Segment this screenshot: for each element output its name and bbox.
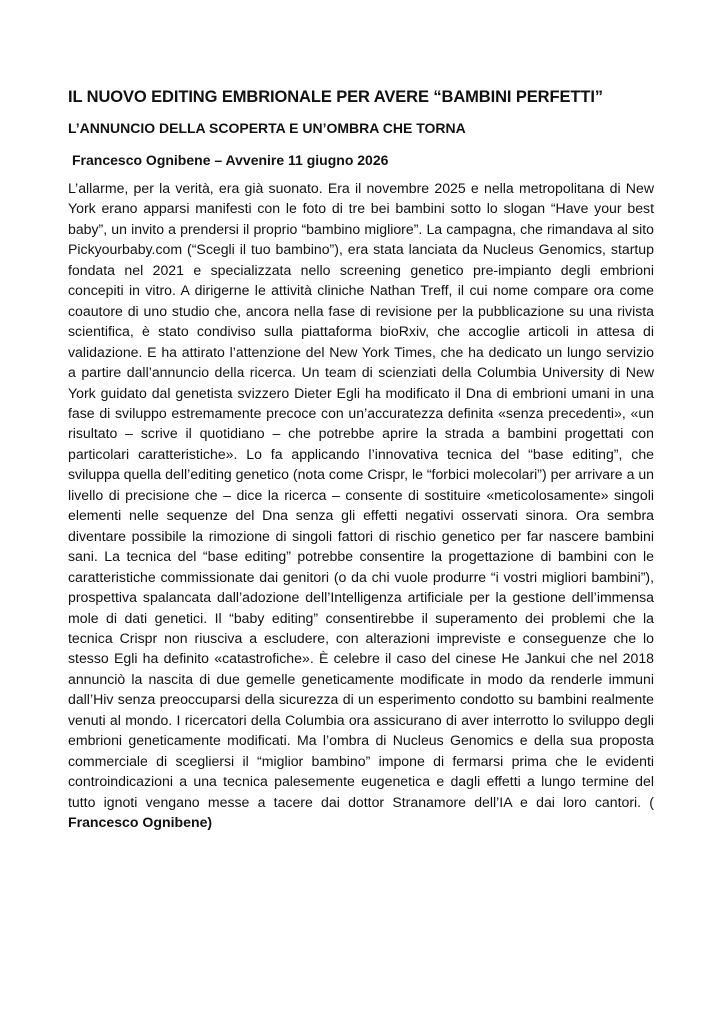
article-signature: Francesco Ognibene) (68, 814, 213, 831)
article-byline: Francesco Ognibene – Avvenire 11 giugno 2026 (72, 152, 389, 168)
article-title: IL NUOVO EDITING EMBRIONALE PER AVERE “BAMBINI PERFETTI” (68, 88, 603, 106)
article-subtitle: L’ANNUNCIO DELLA SCOPERTA E UN’OMBRA CHE TORNA (68, 120, 466, 136)
article-body-text: L’allarme, per la verità, era già suonato. Era il novembre 2025 e nella metropolitana di New York erano apparsi manifesti con le foto di tre bei bambini sotto lo slogan “Have your best baby”, un invito a prendersi il proprio “bambino migliore”. La campagna, che rimandava al sito Pickyourbaby.com (“Scegli il tuo bambino”), era stata lanciata da Nucleus Genomics, startup fondata nel 2021 e specializzata nello screening genetico pre-impianto degli embrioni concepiti in vitro. A dirigerne le attività cliniche Nathan Treff, il cui nome compare ora come coautore di uno studio che, ancora nella fase di revisione per la pubblicazione su una rivista scientifica, è stato condiviso sulla piattaforma bioRxiv, che accoglie articoli in attesa di validazione. E ha attirato l’attenzione del New York Times, che ha dedicato un lungo servizio a partire dall’annuncio della ricerca. Un team di scienziati della Columbia University di New York guidato dal genetista svizzero Dieter Egli ha modificato il Dna di embrioni umani in una fase di sviluppo estremamente precoce con un’accuratezza definita «senza precedenti», «un risultato – scrive il quotidiano – che potrebbe aprire la strada a bambini progettati con particolari caratteristiche». Lo fa applicando l’innovativa tecnica del “base editing”, che sviluppa quella dell’editing genetico (nota come Crispr, le “forbici molecolari”) per arrivare a un livello di precisione che – dice la ricerca – consente di sostituire «meticolosamente» singoli elementi nelle sequenze del Dna senza gli effetti negativi osservati sinora. Ora sembra diventare possibile la rimozione di singoli fattori di rischio genetico per far nascere bambini sani. La tecnica del “base editing” potrebbe consentire la progettazione di bambini con le caratteristiche commissionate dai genitori (o da chi vuole produrre “i vostri migliori bambini”), prospettiva spalancata dall’adozione dell’Intelligenza artificiale per la gestione dell’immensa mole di dati genetici. Il “baby editing” consentirebbe il superamento dei problemi che la tecnica Crispr non riusciva a escludere, con alterazioni impreviste e conseguenze che lo stesso Egli ha definito «catastrofiche». È celebre il caso del cinese He Jankui che nel 2018 annunciò la nascita di due gemelle geneticamente modificate in modo da renderle immuni dall’Hiv senza preoccuparsi della sicurezza di un esperimento condotto su bambini realmente venuti al mondo. I ricercatori della Columbia ora assicurano di aver interrotto lo sviluppo degli embrioni geneticamente modificati. Ma l’ombra di Nucleus Genomics e della sua proposta commerciale di scegliersi il “miglior bambino” impone di fermarsi prima che le evidenti controindicazioni a una tecnica palesemente eugenetica e dagli effetti a lungo termine del tutto ignoti vengano messe a tacere dai dottor Stranamore dell’IA e dai loro cantori. ( (68, 180, 654, 810)
article-body (68, 178, 654, 833)
